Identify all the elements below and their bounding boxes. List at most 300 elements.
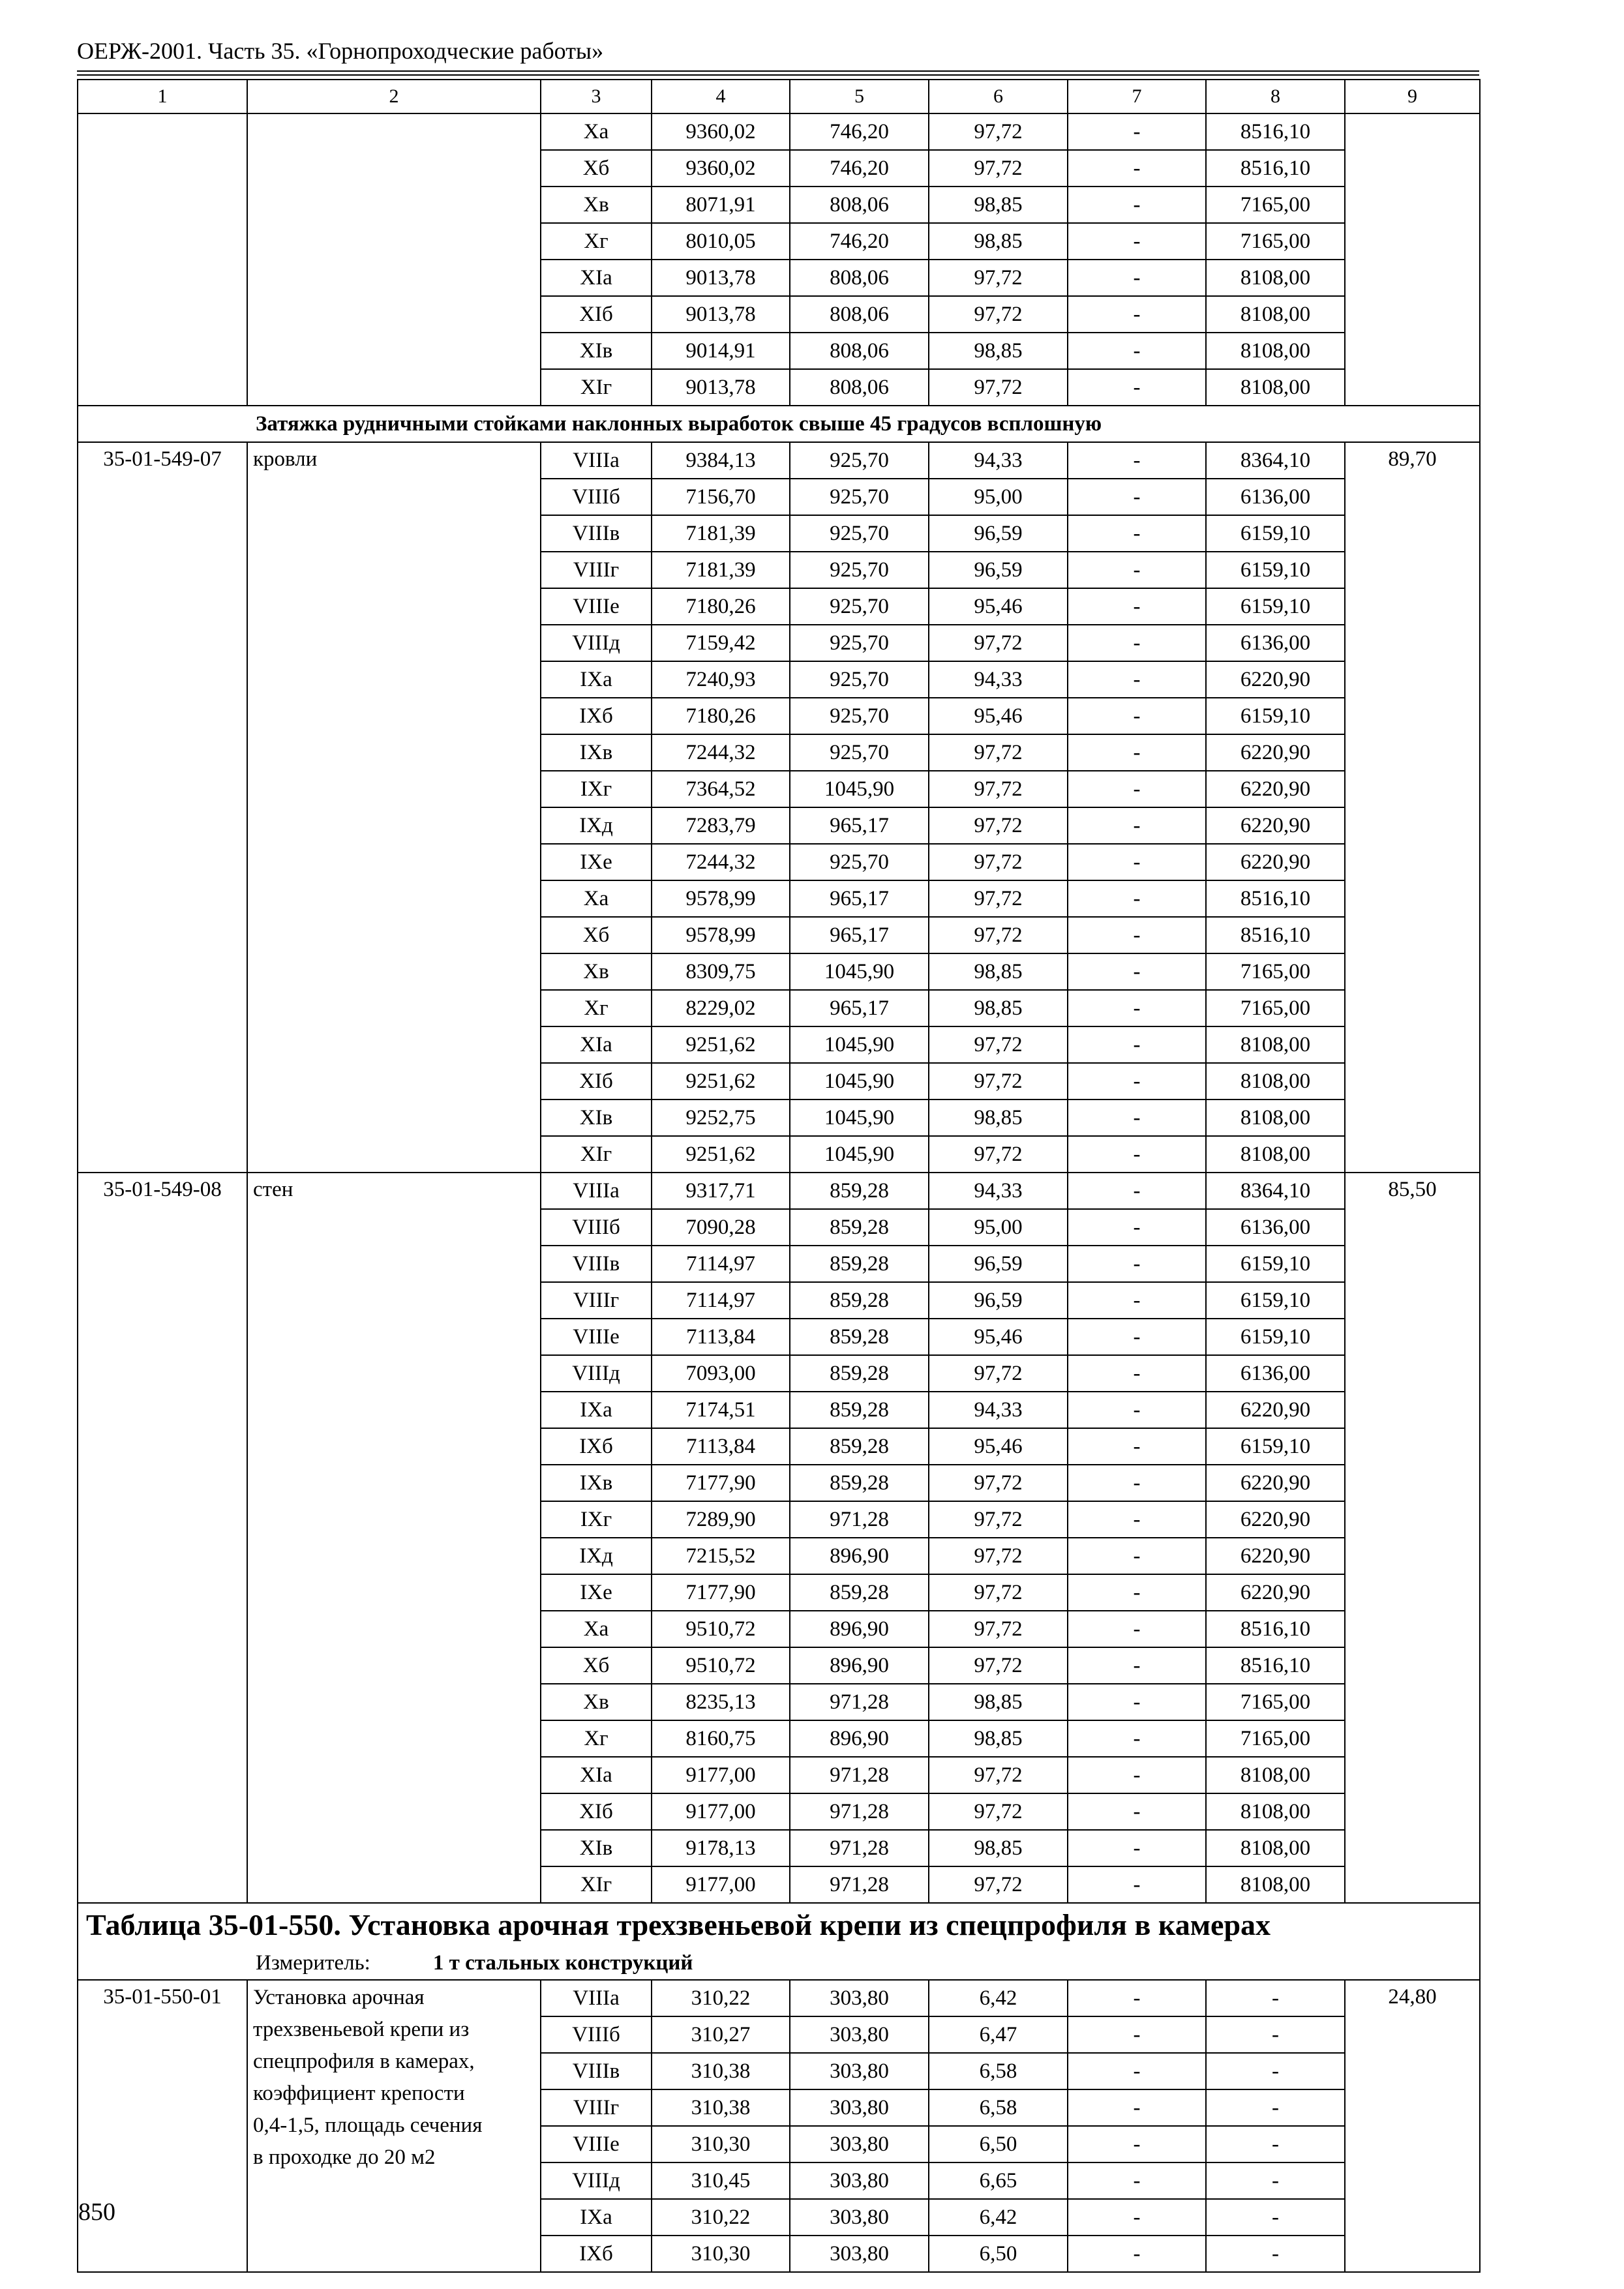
cell-col-3: VIIIа	[541, 1980, 652, 2016]
cell-col-5: 925,70	[790, 625, 929, 661]
cell-col-8: -	[1206, 2162, 1345, 2199]
cell-col-8: 8108,00	[1206, 1757, 1345, 1793]
cell-col-6: 97,72	[929, 1757, 1068, 1793]
cell-col-7: -	[1068, 1501, 1206, 1538]
cell-col-4: 310,22	[652, 1980, 790, 2016]
cell-col-3: IXг	[541, 771, 652, 807]
cell-col-7: -	[1068, 150, 1206, 187]
cell-col-7: -	[1068, 880, 1206, 917]
cell-col-9: 85,50	[1345, 1173, 1480, 1903]
cell-col-4: 9013,78	[652, 260, 790, 296]
cell-col-8: 7165,00	[1206, 953, 1345, 990]
cell-col-8: 8516,10	[1206, 880, 1345, 917]
cell-col-6: 97,72	[929, 844, 1068, 880]
cell-col-4: 8235,13	[652, 1684, 790, 1720]
cell-col-7: -	[1068, 296, 1206, 333]
cell-col-8: 6159,10	[1206, 1428, 1345, 1465]
cell-col-4: 8071,91	[652, 187, 790, 223]
cell-col-6: 6,47	[929, 2016, 1068, 2053]
item-name-line: в проходке до 20 м2	[253, 2146, 436, 2169]
cell-col-7: -	[1068, 1319, 1206, 1355]
cell-col-5: 971,28	[790, 1757, 929, 1793]
column-number: 1	[78, 80, 247, 113]
cell-col-6: 97,72	[929, 807, 1068, 844]
cell-col-6: 96,59	[929, 1246, 1068, 1282]
item-code: 35-01-550-01	[78, 1980, 247, 2272]
column-number: 4	[652, 80, 790, 113]
cell-col-7: -	[1068, 1465, 1206, 1501]
cell-col-3: VIIIг	[541, 2089, 652, 2126]
cell-col-7: -	[1068, 2016, 1206, 2053]
cell-col-3: IXд	[541, 807, 652, 844]
cell-col-3: XIв	[541, 1100, 652, 1136]
table-row	[78, 1980, 1480, 2016]
cell-col-3: VIIIв	[541, 1246, 652, 1282]
cell-col-8: 6220,90	[1206, 844, 1345, 880]
cell-col-6: 97,72	[929, 1647, 1068, 1684]
cell-col-7: -	[1068, 990, 1206, 1026]
cell-col-4: 7244,32	[652, 734, 790, 771]
cell-col-6: 94,33	[929, 1392, 1068, 1428]
cell-col-3: IXе	[541, 844, 652, 880]
cell-col-7: -	[1068, 2089, 1206, 2126]
cell-col-4: 7181,39	[652, 552, 790, 588]
cell-col-7: -	[1068, 223, 1206, 260]
cell-col-3: VIIIе	[541, 588, 652, 625]
cell-col-4: 8229,02	[652, 990, 790, 1026]
section-heading: Затяжка рудничными стойками наклонных выработок свыше 45 градусов всплошную	[78, 406, 1480, 442]
cell-col-5: 1045,90	[790, 1100, 929, 1136]
cell-col-4: 9177,00	[652, 1757, 790, 1793]
cell-col-7: -	[1068, 2162, 1206, 2199]
cell-col-4: 310,22	[652, 2199, 790, 2236]
cell-col-4: 9252,75	[652, 1100, 790, 1136]
cell-col-7: -	[1068, 1793, 1206, 1830]
cell-col-6: 97,72	[929, 771, 1068, 807]
cell-col-7: -	[1068, 1757, 1206, 1793]
cell-col-3: IXб	[541, 1428, 652, 1465]
cell-col-3: IXг	[541, 1501, 652, 1538]
cell-col-4: 9251,62	[652, 1026, 790, 1063]
cell-col-6: 95,46	[929, 1428, 1068, 1465]
cell-col-5: 965,17	[790, 807, 929, 844]
item-name-line: спецпрофиля в камерах,	[253, 2050, 475, 2073]
cell-col-7: -	[1068, 1355, 1206, 1392]
cell-col-6: 97,72	[929, 625, 1068, 661]
cell-col-5: 971,28	[790, 1830, 929, 1866]
cell-col-3: VIIIб	[541, 2016, 652, 2053]
cell-col-6: 96,59	[929, 552, 1068, 588]
cell-col-3: IXб	[541, 698, 652, 734]
cell-col-6: 6,42	[929, 1980, 1068, 2016]
cell-col-3: VIIIа	[541, 1173, 652, 1209]
cell-col-3: IXб	[541, 2236, 652, 2272]
cell-col-4: 9578,99	[652, 917, 790, 953]
cell-col-4: 7180,26	[652, 588, 790, 625]
cell-col-6: 95,46	[929, 1319, 1068, 1355]
cell-col-6: 6,42	[929, 2199, 1068, 2236]
cell-col-5: 965,17	[790, 880, 929, 917]
cell-col-3: IXа	[541, 1392, 652, 1428]
item-name: кровли	[247, 442, 541, 1173]
cell-col-8: 6220,90	[1206, 1392, 1345, 1428]
cell-col-7: -	[1068, 333, 1206, 369]
cell-col-8: 6136,00	[1206, 625, 1345, 661]
cell-col-8: 6220,90	[1206, 771, 1345, 807]
cell-col-3: Xв	[541, 1684, 652, 1720]
cell-col-7: -	[1068, 1866, 1206, 1903]
cell-col-7: -	[1068, 1392, 1206, 1428]
cell-col-4: 7177,90	[652, 1574, 790, 1611]
cell-col-4: 310,30	[652, 2236, 790, 2272]
cell-col-8: 6159,10	[1206, 1282, 1345, 1319]
cell-col-6: 97,72	[929, 113, 1068, 150]
cell-col-3: XIг	[541, 1136, 652, 1173]
cell-col-4: 7093,00	[652, 1355, 790, 1392]
column-number: 5	[790, 80, 929, 113]
cell-col-3: VIIIв	[541, 515, 652, 552]
cell-col-8: 6159,10	[1206, 588, 1345, 625]
cell-col-3: Xв	[541, 187, 652, 223]
cell-col-3: XIб	[541, 296, 652, 333]
cell-col-8: 6159,10	[1206, 698, 1345, 734]
cell-col-8: 7165,00	[1206, 1720, 1345, 1757]
cell-col-3: VIIIд	[541, 2162, 652, 2199]
cell-col-7: -	[1068, 1173, 1206, 1209]
cell-col-5: 971,28	[790, 1866, 929, 1903]
cell-col-6: 97,72	[929, 369, 1068, 406]
item-name: стен	[247, 1173, 541, 1903]
cell-col-3: VIIIб	[541, 479, 652, 515]
cell-col-7: -	[1068, 552, 1206, 588]
cell-col-5: 859,28	[790, 1319, 929, 1355]
cell-col-5: 808,06	[790, 187, 929, 223]
cell-col-3: Xа	[541, 1611, 652, 1647]
cell-col-8: -	[1206, 2236, 1345, 2272]
cell-col-5: 746,20	[790, 223, 929, 260]
cell-col-7: -	[1068, 807, 1206, 844]
cell-col-4: 310,45	[652, 2162, 790, 2199]
cell-col-5: 303,80	[790, 2162, 929, 2199]
cell-col-4: 7215,52	[652, 1538, 790, 1574]
table-row	[78, 113, 1480, 150]
cell-col-4: 7180,26	[652, 698, 790, 734]
column-number: 7	[1068, 80, 1206, 113]
cell-col-7: -	[1068, 2126, 1206, 2162]
cell-col-6: 95,46	[929, 588, 1068, 625]
cell-col-7: -	[1068, 479, 1206, 515]
cell-col-4: 9013,78	[652, 296, 790, 333]
cell-col-8: 6220,90	[1206, 807, 1345, 844]
cell-col-5: 1045,90	[790, 1063, 929, 1100]
item-code	[78, 113, 247, 406]
cell-col-4: 9360,02	[652, 150, 790, 187]
cell-col-3: VIIIа	[541, 442, 652, 479]
cell-col-5: 1045,90	[790, 1026, 929, 1063]
cell-col-8: 6220,90	[1206, 1501, 1345, 1538]
cell-col-5: 965,17	[790, 917, 929, 953]
cell-col-7: -	[1068, 1720, 1206, 1757]
cell-col-4: 7114,97	[652, 1246, 790, 1282]
cell-col-3: Xа	[541, 880, 652, 917]
cell-col-6: 94,33	[929, 661, 1068, 698]
meter-row	[78, 1947, 1480, 1980]
cell-col-4: 7181,39	[652, 515, 790, 552]
cell-col-6: 98,85	[929, 223, 1068, 260]
cell-col-6: 98,85	[929, 990, 1068, 1026]
cell-col-5: 925,70	[790, 442, 929, 479]
cell-col-7: -	[1068, 1611, 1206, 1647]
cell-col-8: 6159,10	[1206, 1246, 1345, 1282]
cell-col-6: 94,33	[929, 442, 1068, 479]
cell-col-7: -	[1068, 1246, 1206, 1282]
cell-col-6: 97,72	[929, 260, 1068, 296]
cell-col-3: XIа	[541, 1757, 652, 1793]
cell-col-7: -	[1068, 1684, 1206, 1720]
cell-col-5: 925,70	[790, 552, 929, 588]
cell-col-3: IXд	[541, 1538, 652, 1574]
cell-col-6: 98,85	[929, 1720, 1068, 1757]
rates-table	[77, 79, 1481, 2273]
cell-col-8: 6136,00	[1206, 1355, 1345, 1392]
cell-col-7: -	[1068, 442, 1206, 479]
cell-col-5: 896,90	[790, 1647, 929, 1684]
cell-col-8: -	[1206, 1980, 1345, 2016]
cell-col-4: 9251,62	[652, 1063, 790, 1100]
cell-col-8: 8108,00	[1206, 1100, 1345, 1136]
cell-col-3: XIв	[541, 1830, 652, 1866]
cell-col-4: 9014,91	[652, 333, 790, 369]
cell-col-7: -	[1068, 588, 1206, 625]
cell-col-3: VIIIб	[541, 1209, 652, 1246]
cell-col-6: 97,72	[929, 1136, 1068, 1173]
item-name-line: 0,4-1,5, площадь сечения	[253, 2114, 483, 2137]
cell-col-3: VIIIг	[541, 1282, 652, 1319]
cell-col-8: 6220,90	[1206, 661, 1345, 698]
cell-col-5: 859,28	[790, 1173, 929, 1209]
cell-col-8: 8108,00	[1206, 1136, 1345, 1173]
cell-col-3: Xг	[541, 1720, 652, 1757]
cell-col-4: 9384,13	[652, 442, 790, 479]
cell-col-3: IXа	[541, 661, 652, 698]
cell-col-9: 24,80	[1345, 1980, 1480, 2272]
cell-col-6: 6,65	[929, 2162, 1068, 2199]
cell-col-8: 8108,00	[1206, 1063, 1345, 1100]
cell-col-4: 7240,93	[652, 661, 790, 698]
cell-col-3: XIа	[541, 1026, 652, 1063]
cell-col-5: 896,90	[790, 1720, 929, 1757]
cell-col-7: -	[1068, 515, 1206, 552]
cell-col-4: 310,38	[652, 2089, 790, 2126]
cell-col-3: Xб	[541, 917, 652, 953]
table-row	[78, 1173, 1480, 1209]
cell-col-8: -	[1206, 2016, 1345, 2053]
cell-col-6: 97,72	[929, 1063, 1068, 1100]
cell-col-3: VIIIв	[541, 2053, 652, 2089]
cell-col-4: 7113,84	[652, 1319, 790, 1355]
cell-col-5: 303,80	[790, 2126, 929, 2162]
cell-col-8: 6136,00	[1206, 479, 1345, 515]
meter-value: 1 т стальных конструкций	[432, 1951, 693, 1975]
cell-col-8: 8516,10	[1206, 1647, 1345, 1684]
cell-col-7: -	[1068, 771, 1206, 807]
cell-col-5: 746,20	[790, 113, 929, 150]
cell-col-6: 97,72	[929, 1355, 1068, 1392]
table-row	[78, 442, 1480, 479]
cell-col-4: 9177,00	[652, 1866, 790, 1903]
cell-col-8: 8516,10	[1206, 150, 1345, 187]
cell-col-6: 95,46	[929, 698, 1068, 734]
cell-col-3: VIIIд	[541, 625, 652, 661]
cell-col-6: 96,59	[929, 1282, 1068, 1319]
cell-col-7: -	[1068, 187, 1206, 223]
cell-col-7: -	[1068, 1136, 1206, 1173]
cell-col-8: 8108,00	[1206, 1830, 1345, 1866]
cell-col-7: -	[1068, 260, 1206, 296]
cell-col-6: 97,72	[929, 150, 1068, 187]
cell-col-8: 6220,90	[1206, 734, 1345, 771]
cell-col-8: -	[1206, 2126, 1345, 2162]
cell-col-5: 746,20	[790, 150, 929, 187]
cell-col-5: 303,80	[790, 2053, 929, 2089]
cell-col-4: 7244,32	[652, 844, 790, 880]
cell-col-6: 97,72	[929, 1026, 1068, 1063]
cell-col-8: -	[1206, 2053, 1345, 2089]
cell-col-3: XIб	[541, 1063, 652, 1100]
cell-col-5: 1045,90	[790, 771, 929, 807]
cell-col-3: Xб	[541, 1647, 652, 1684]
cell-col-5: 859,28	[790, 1246, 929, 1282]
cell-col-6: 98,85	[929, 1684, 1068, 1720]
cell-col-5: 303,80	[790, 2236, 929, 2272]
cell-col-7: -	[1068, 734, 1206, 771]
cell-col-9	[1345, 113, 1480, 406]
header-rule	[77, 70, 1479, 72]
cell-col-5: 859,28	[790, 1428, 929, 1465]
cell-col-7: -	[1068, 113, 1206, 150]
cell-col-3: IXе	[541, 1574, 652, 1611]
cell-col-3: Xг	[541, 990, 652, 1026]
cell-col-4: 9578,99	[652, 880, 790, 917]
cell-col-6: 97,72	[929, 1465, 1068, 1501]
cell-col-5: 925,70	[790, 698, 929, 734]
cell-col-3: VIIIе	[541, 2126, 652, 2162]
cell-col-8: 8516,10	[1206, 917, 1345, 953]
cell-col-7: -	[1068, 1980, 1206, 2016]
cell-col-8: 8108,00	[1206, 296, 1345, 333]
cell-col-6: 98,85	[929, 333, 1068, 369]
cell-col-6: 6,58	[929, 2053, 1068, 2089]
cell-col-4: 7283,79	[652, 807, 790, 844]
cell-col-3: Xа	[541, 113, 652, 150]
cell-col-8: 6136,00	[1206, 1209, 1345, 1246]
item-name	[247, 1980, 541, 2272]
item-name-line: коэффициент крепости	[253, 2082, 465, 2105]
cell-col-5: 965,17	[790, 990, 929, 1026]
cell-col-8: 8516,10	[1206, 113, 1345, 150]
cell-col-6: 98,85	[929, 187, 1068, 223]
cell-col-4: 9177,00	[652, 1793, 790, 1830]
cell-col-3: XIв	[541, 333, 652, 369]
cell-col-8: 6220,90	[1206, 1465, 1345, 1501]
cell-col-5: 303,80	[790, 1980, 929, 2016]
cell-col-8: 7165,00	[1206, 187, 1345, 223]
cell-col-7: -	[1068, 1026, 1206, 1063]
cell-col-5: 925,70	[790, 588, 929, 625]
cell-col-4: 9510,72	[652, 1647, 790, 1684]
cell-col-4: 7156,70	[652, 479, 790, 515]
cell-col-5: 971,28	[790, 1793, 929, 1830]
cell-col-8: 6159,10	[1206, 1319, 1345, 1355]
cell-col-3: Xб	[541, 150, 652, 187]
cell-col-7: -	[1068, 953, 1206, 990]
cell-col-6: 96,59	[929, 515, 1068, 552]
cell-col-4: 9013,78	[652, 369, 790, 406]
cell-col-6: 95,00	[929, 1209, 1068, 1246]
column-number-row	[78, 80, 1480, 113]
column-number: 8	[1206, 80, 1345, 113]
cell-col-7: -	[1068, 1538, 1206, 1574]
meter	[78, 1947, 1480, 1980]
cell-col-3: XIг	[541, 369, 652, 406]
cell-col-4: 9317,71	[652, 1173, 790, 1209]
cell-col-7: -	[1068, 1282, 1206, 1319]
cell-col-7: -	[1068, 844, 1206, 880]
cell-col-5: 808,06	[790, 369, 929, 406]
cell-col-6: 6,58	[929, 2089, 1068, 2126]
cell-col-6: 95,00	[929, 479, 1068, 515]
cell-col-4: 9360,02	[652, 113, 790, 150]
cell-col-7: -	[1068, 2053, 1206, 2089]
cell-col-3: VIIIг	[541, 552, 652, 588]
cell-col-3: IXв	[541, 734, 652, 771]
cell-col-5: 808,06	[790, 333, 929, 369]
cell-col-4: 7113,84	[652, 1428, 790, 1465]
cell-col-5: 1045,90	[790, 953, 929, 990]
cell-col-7: -	[1068, 917, 1206, 953]
cell-col-8: 7165,00	[1206, 1684, 1345, 1720]
cell-col-5: 925,70	[790, 661, 929, 698]
cell-col-7: -	[1068, 2199, 1206, 2236]
cell-col-4: 7177,90	[652, 1465, 790, 1501]
cell-col-8: 6159,10	[1206, 515, 1345, 552]
item-name-text	[253, 1981, 540, 2174]
cell-col-6: 97,72	[929, 1793, 1068, 1830]
cell-col-8: 8108,00	[1206, 1026, 1345, 1063]
cell-col-6: 97,72	[929, 1538, 1068, 1574]
meter-label: Измеритель:	[256, 1951, 370, 1975]
item-code: 35-01-549-08	[78, 1173, 247, 1903]
cell-col-7: -	[1068, 1830, 1206, 1866]
cell-col-4: 9251,62	[652, 1136, 790, 1173]
cell-col-8: 8364,10	[1206, 442, 1345, 479]
cell-col-5: 896,90	[790, 1611, 929, 1647]
column-number: 9	[1345, 80, 1480, 113]
cell-col-4: 7090,28	[652, 1209, 790, 1246]
cell-col-7: -	[1068, 625, 1206, 661]
column-number: 3	[541, 80, 652, 113]
cell-col-7: -	[1068, 1428, 1206, 1465]
cell-col-6: 98,85	[929, 1100, 1068, 1136]
cell-col-6: 98,85	[929, 953, 1068, 990]
cell-col-8: 7165,00	[1206, 223, 1345, 260]
cell-col-8: 8364,10	[1206, 1173, 1345, 1209]
cell-col-6: 6,50	[929, 2126, 1068, 2162]
cell-col-5: 971,28	[790, 1684, 929, 1720]
cell-col-8: -	[1206, 2199, 1345, 2236]
cell-col-8: 8108,00	[1206, 333, 1345, 369]
cell-col-7: -	[1068, 661, 1206, 698]
